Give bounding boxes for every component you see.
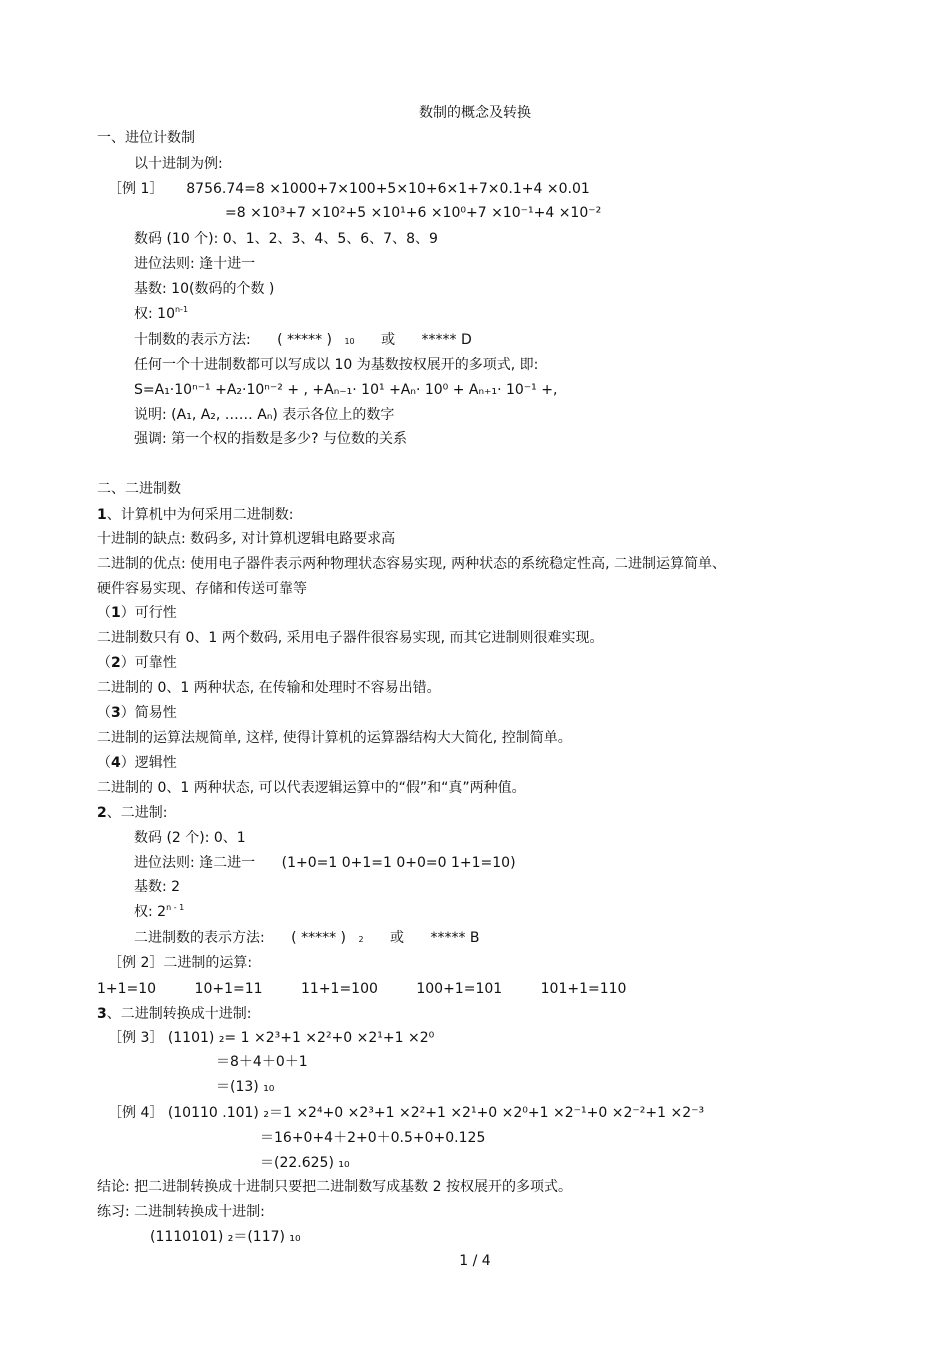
decimal-weight-text: 权: 10	[134, 306, 175, 322]
decimal-digits: 数码 (10 个): 0、1、2、3、4、5、6、7、8、9	[134, 231, 438, 247]
question-1-number: 1	[97, 507, 107, 523]
binary-weight-text: 权: 2	[134, 904, 167, 920]
point-3-number: 3	[111, 705, 121, 721]
binary-notation-or: 或	[390, 930, 404, 946]
example-4-expr-3: ＝(22.625) ₁₀	[260, 1155, 350, 1171]
point-2-title: 可靠性	[134, 655, 177, 671]
binary-notation-label: 二进制数的表示方法:	[134, 930, 265, 946]
question-2	[97, 804, 167, 822]
example-3-expr-2: ＝8＋4＋0＋1	[216, 1054, 308, 1070]
point-4-heading: （4）逻辑性	[97, 755, 177, 771]
binary-carry-rule	[134, 854, 516, 872]
decimal-notation	[134, 331, 472, 351]
binary-advantage-cont: 硬件容易实现、存储和传送可靠等	[97, 581, 307, 597]
explanation: 说明: (A₁, A₂, …… Aₙ) 表示各位上的数字	[134, 407, 395, 423]
binary-notation	[134, 929, 480, 949]
binary-op: 1+1=10	[97, 981, 157, 997]
point-1-number: 1	[111, 605, 121, 621]
example-1-expr-1: 8756.74=8 ×1000+7×100+5×10+6×1+7×0.1+4 ×0.01	[186, 181, 590, 197]
point-3-title: 简易性	[134, 705, 177, 721]
page-number: 1 / 4	[459, 1253, 491, 1269]
question-2-number: 2	[97, 805, 107, 821]
binary-carry-rule-text: 进位法则: 逢二进一	[134, 855, 256, 871]
point-3-text: 二进制的运算法规简单, 这样, 使得计算机的运算器结构大大简化, 控制简单。	[97, 730, 572, 746]
example-3-line-1	[108, 1029, 434, 1047]
binary-op: 101+1=110	[540, 981, 627, 997]
binary-advantage: 二进制的优点: 使用电子器件表示两种物理状态容易实现, 两种状态的系统稳定性高, 二进制运算简单、	[97, 556, 726, 572]
point-1-title: 可行性	[134, 605, 177, 621]
example-3-expr-1: (1101) ₂= 1 ×2³+1 ×2²+0 ×2¹+1 ×2⁰	[167, 1030, 435, 1046]
binary-notation-subscript: 2	[358, 935, 364, 944]
decimal-notation-paren: ( ***** )	[277, 332, 332, 348]
decimal-weight	[134, 305, 188, 323]
binary-notation-paren: ( ***** )	[291, 930, 346, 946]
point-2-heading: （2）可靠性	[97, 655, 177, 671]
decimal-carry-rule: 进位法则: 逢十进一	[134, 256, 256, 272]
example-1-line-1	[108, 180, 590, 198]
point-1-text: 二进制数只有 0、1 两个数码, 采用电子器件很容易实现, 而其它进制则很难实现。	[97, 630, 604, 646]
polynomial-intro: 任何一个十进制数都可以写成以 10 为基数按权展开的多项式, 即:	[134, 357, 539, 373]
binary-op: 10+1=11	[194, 981, 263, 997]
binary-base: 基数: 2	[134, 879, 181, 895]
point-1-heading: （1）可行性	[97, 605, 177, 621]
decimal-notation-label: 十制数的表示方法:	[134, 332, 251, 348]
question-1-text: 、计算机中为何采用二进制数:	[106, 507, 294, 523]
intro-text: 以十进制为例:	[134, 156, 223, 172]
conclusion: 结论: 把二进制转换成十进制只要把二进制数写成基数 2 按权展开的多项式。	[97, 1179, 572, 1195]
question-3	[97, 1005, 251, 1023]
point-4-title: 逻辑性	[134, 755, 177, 771]
decimal-notation-subscript: 10	[344, 337, 355, 346]
binary-carry-rule-example: (1+0=1 0+1=1 0+0=0 1+1=10)	[281, 855, 516, 871]
binary-weight	[134, 903, 184, 921]
question-2-text: 、二进制:	[106, 805, 168, 821]
binary-op: 11+1=100	[301, 981, 378, 997]
point-2-number: 2	[111, 655, 121, 671]
section-2-heading: 二、二进制数	[97, 481, 181, 497]
question-3-text: 、二进制转换成十进制:	[106, 1006, 252, 1022]
example-4-expr-1: (10110 .101) ₂＝1 ×2⁴+0 ×2³+1 ×2²+1 ×2¹+0 ×2⁰+1 ×2⁻¹+0 ×2⁻²+1 ×2⁻³	[167, 1105, 705, 1121]
example-4-expr-2: ＝16+0+4＋2+0＋0.5+0+0.125	[260, 1130, 486, 1146]
decimal-base: 基数: 10(数码的个数 )	[134, 281, 275, 297]
binary-notation-b: ***** B	[430, 930, 480, 946]
example-1-label: ［例 1］	[108, 181, 164, 197]
example-4-line-1	[108, 1104, 704, 1122]
section-1-heading: 一、进位计数制	[97, 130, 195, 146]
binary-digits: 数码 (2 个): 0、1	[134, 830, 246, 846]
binary-ops-row	[97, 980, 626, 998]
decimal-disadvantage: 十进制的缺点: 数码多, 对计算机逻辑电路要求高	[97, 531, 396, 547]
page-title: 数制的概念及转换	[419, 105, 531, 121]
practice-example: (1110101) ₂＝(117) ₁₀	[150, 1229, 301, 1245]
example-2: ［例 2］二进制的运算:	[108, 955, 253, 971]
example-1-expr-2: =8 ×10³+7 ×10²+5 ×10¹+6 ×10⁰+7 ×10⁻¹+4 ×10⁻²	[225, 205, 602, 221]
question-1	[97, 506, 293, 524]
example-4-label: ［例 4］	[108, 1105, 164, 1121]
decimal-weight-exponent: n-1	[174, 305, 189, 314]
point-3-heading: （3）简易性	[97, 705, 177, 721]
example-3-expr-3: ＝(13) ₁₀	[216, 1079, 275, 1095]
emphasis: 强调: 第一个权的指数是多少? 与位数的关系	[134, 431, 408, 447]
practice: 练习: 二进制转换成十进制:	[97, 1204, 265, 1220]
point-4-number: 4	[111, 755, 121, 771]
binary-weight-exponent: n - 1	[166, 903, 185, 912]
point-4-text: 二进制的 0、1 两种状态, 可以代表逻辑运算中的“假”和“真”两种值。	[97, 780, 526, 796]
example-3-label: ［例 3］	[108, 1030, 164, 1046]
decimal-notation-or: 或	[381, 332, 396, 348]
question-3-number: 3	[97, 1006, 107, 1022]
binary-op: 100+1=101	[416, 981, 503, 997]
point-2-text: 二进制的 0、1 两种状态, 在传输和处理时不容易出错。	[97, 680, 441, 696]
polynomial-formula: S=A₁·10ⁿ⁻¹ +A₂·10ⁿ⁻² + , +Aₙ₋₁· 10¹ +Aₙ· 10⁰ + Aₙ₊₁· 10⁻¹ +,	[134, 382, 558, 398]
decimal-notation-d: ***** D	[421, 332, 472, 348]
